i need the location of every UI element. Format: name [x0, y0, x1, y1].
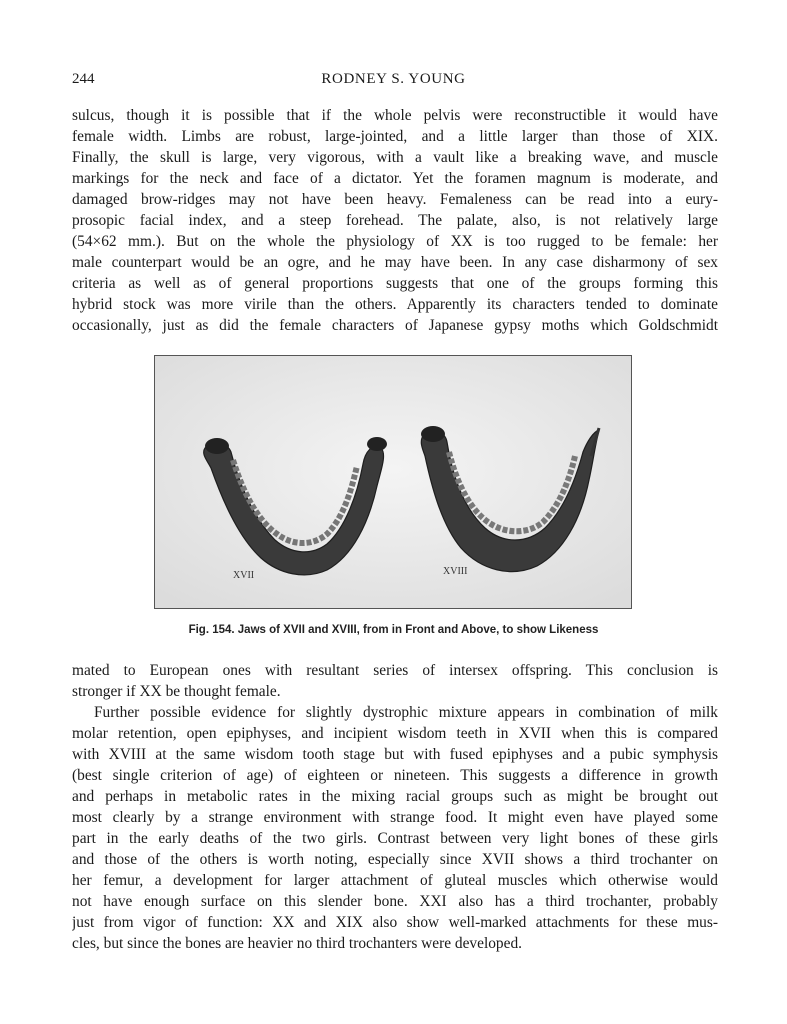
figure-label-right: XVIII: [443, 566, 468, 577]
text-line: part in the early deaths of the two girls. Contrast between very light bones of these girls: [72, 830, 718, 847]
paragraph-1: [72, 105, 718, 336]
paragraph-2: [72, 660, 718, 702]
text-line: (54×62 mm.). But on the whole the physiology of XX is too rugged to be female: her: [72, 233, 718, 250]
figure-label-left: XVII: [233, 570, 255, 581]
text-line: female width. Limbs are robust, large-jointed, and a little larger than those of XIX.: [72, 128, 718, 145]
text-line: mated to European ones with resultant series of intersex offspring. This conclusion is: [72, 662, 718, 679]
text-line: (best single criterion of age) of eighteen or nineteen. This suggests a difference in growth: [72, 767, 718, 784]
text-line: hybrid stock was more virile than the others. Apparently its characters tended to dominate: [72, 296, 718, 313]
text-line: molar retention, open epiphyses, and incipient wisdom teeth in XVII when this is compared: [72, 725, 718, 742]
paragraph-3: [72, 702, 718, 954]
text-line: criteria as well as of general proportions suggests that one of the groups forming this: [72, 275, 718, 292]
text-line: and perhaps in metabolic rates in the mixing racial groups such as might be brought out: [72, 788, 718, 805]
text-line: occasionally, just as did the female characters of Japanese gypsy moths which Goldschmidt: [72, 317, 718, 334]
jaws-photograph: [155, 356, 631, 608]
figure-caption: Fig. 154. Jaws of XVII and XVIII, from in Front and Above, to show Likeness: [188, 624, 599, 636]
page-number: 244: [72, 71, 95, 87]
text-line: just from vigor of function: XX and XIX also show well-marked attachments for these mus-: [72, 914, 718, 931]
text-line: not have enough surface on this slender bone. XXI also has a third trochanter, probably: [72, 893, 718, 910]
text-line: prosopic facial index, and a steep forehead. The palate, also, is not relatively large: [72, 212, 718, 229]
text-line: male counterpart would be an ogre, and he may have been. In any case disharmony of sex: [72, 254, 718, 271]
text-line: cles, but since the bones are heavier no third trochanters were developed.: [72, 935, 522, 952]
text-line: her femur, a development for larger attachment of gluteal muscles which otherwise would: [72, 872, 718, 889]
figure-photo: [154, 355, 632, 609]
running-head: RODNEY S. YOUNG: [321, 71, 466, 87]
text-line: Further possible evidence for slightly dystrophic mixture appears in combination of milk: [94, 704, 718, 721]
text-line: Finally, the skull is large, very vigorous, with a vault like a breaking wave, and muscle: [72, 149, 718, 166]
text-line: markings for the neck and face of a dictator. Yet the foramen magnum is moderate, and: [72, 170, 718, 187]
text-line: most clearly by a strange environment with strange food. It might even have played some: [72, 809, 718, 826]
text-line: stronger if XX be thought female.: [72, 683, 281, 700]
text-line: sulcus, though it is possible that if the whole pelvis were reconstructible it would have: [72, 107, 718, 124]
text-line: with XVIII at the same wisdom tooth stage but with fused epiphyses and a pubic symphysis: [72, 746, 718, 763]
text-line: damaged brow-ridges may not have been heavy. Femaleness can be read into a eury-: [72, 191, 718, 208]
text-line: and those of the others is worth noting, especially since XVII shows a third trochanter on: [72, 851, 718, 868]
